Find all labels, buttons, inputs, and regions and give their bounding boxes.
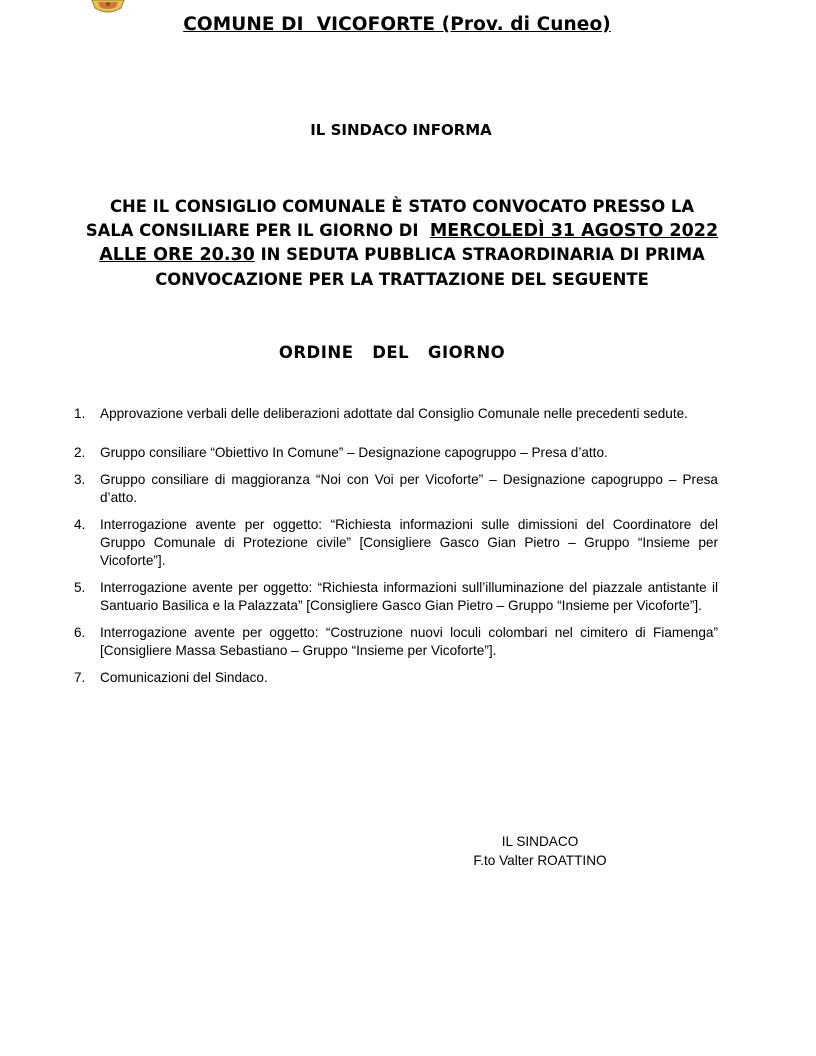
list-item-text: Comunicazioni del Sindaco. <box>100 670 268 685</box>
informa-heading: IL SINDACO INFORMA <box>310 121 492 139</box>
list-item <box>74 579 718 615</box>
announcement-line-4: CONVOCAZIONE PER LA TRATTAZIONE DEL SEGUENTE <box>155 269 649 289</box>
agenda-title: ORDINE DEL GIORNO <box>278 343 506 362</box>
list-item-number: 1. <box>74 406 86 421</box>
list-item-number: 2. <box>74 445 86 460</box>
list-item-text: Approvazione verbali delle deliberazioni adottate dal Consiglio Comunale nelle precedenti sedute. <box>100 406 688 421</box>
meeting-time: ALLE ORE 20.30 <box>99 245 255 265</box>
signature-role: IL SINDACO <box>501 834 579 849</box>
list-item-text: Interrogazione avente per oggetto: “Costruzione nuovi loculi colombari nel cimitero di Fiamenga” [Consigliere Massa Sebastiano – Gruppo “Insieme per Vicoforte”]. <box>100 625 718 658</box>
coat-of-arms-icon <box>88 0 128 14</box>
list-item-text: Gruppo consiliare “Obiettivo In Comune” – Designazione capogruppo – Presa d’atto. <box>100 445 608 460</box>
list-item-number: 5. <box>74 580 86 595</box>
list-item-text: Interrogazione avente per oggetto: “Richiesta informazioni sull’illuminazione del piazzale antistante il Santuario Basilica e la Palazzata” [Consigliere Gasco Gian Pietro – Gruppo “Insieme per Vicoforte”]. <box>100 580 718 613</box>
agenda-list <box>74 405 718 687</box>
announcement <box>54 195 750 291</box>
announcement-line-2 <box>54 219 750 244</box>
signature-name: F.to Valter ROATTINO <box>473 853 607 868</box>
list-item-number: 6. <box>74 625 86 640</box>
list-item-number: 3. <box>74 472 86 487</box>
list-item-number: 7. <box>74 670 86 685</box>
list-item <box>74 405 718 423</box>
list-item-text: Gruppo consiliare di maggioranza “Noi con Voi per Vicoforte” – Designazione capogruppo – Presa d’atto. <box>100 472 718 505</box>
announcement-line-3 <box>54 243 750 268</box>
announcement-line-1: CHE IL CONSIGLIO COMUNALE È STATO CONVOCATO PRESSO LA <box>109 197 695 216</box>
announcement-line-2-text: SALA CONSILIARE PER IL GIORNO DI <box>85 220 430 240</box>
meeting-date: MERCOLEDÌ 31 AGOSTO 2022 <box>429 220 719 241</box>
page-title: COMUNE DI VICOFORTE (Prov. di Cuneo) <box>183 14 611 35</box>
list-item <box>74 444 718 462</box>
list-item-number: 4. <box>74 517 86 532</box>
signature-block <box>440 832 640 870</box>
list-item <box>74 516 718 570</box>
list-item <box>74 669 718 687</box>
list-item-text: Interrogazione avente per oggetto: “Richiesta informazioni sulle dimissioni del Coordinatore del Gruppo Comunale di Protezione civile” [Consigliere Gasco Gian Pietro – Gruppo “Insieme per Vicoforte”]. <box>100 517 718 568</box>
announcement-line-3-text: IN SEDUTA PUBBLICA STRAORDINARIA DI PRIMA <box>254 245 705 264</box>
list-item <box>74 624 718 660</box>
list-item <box>74 471 718 507</box>
